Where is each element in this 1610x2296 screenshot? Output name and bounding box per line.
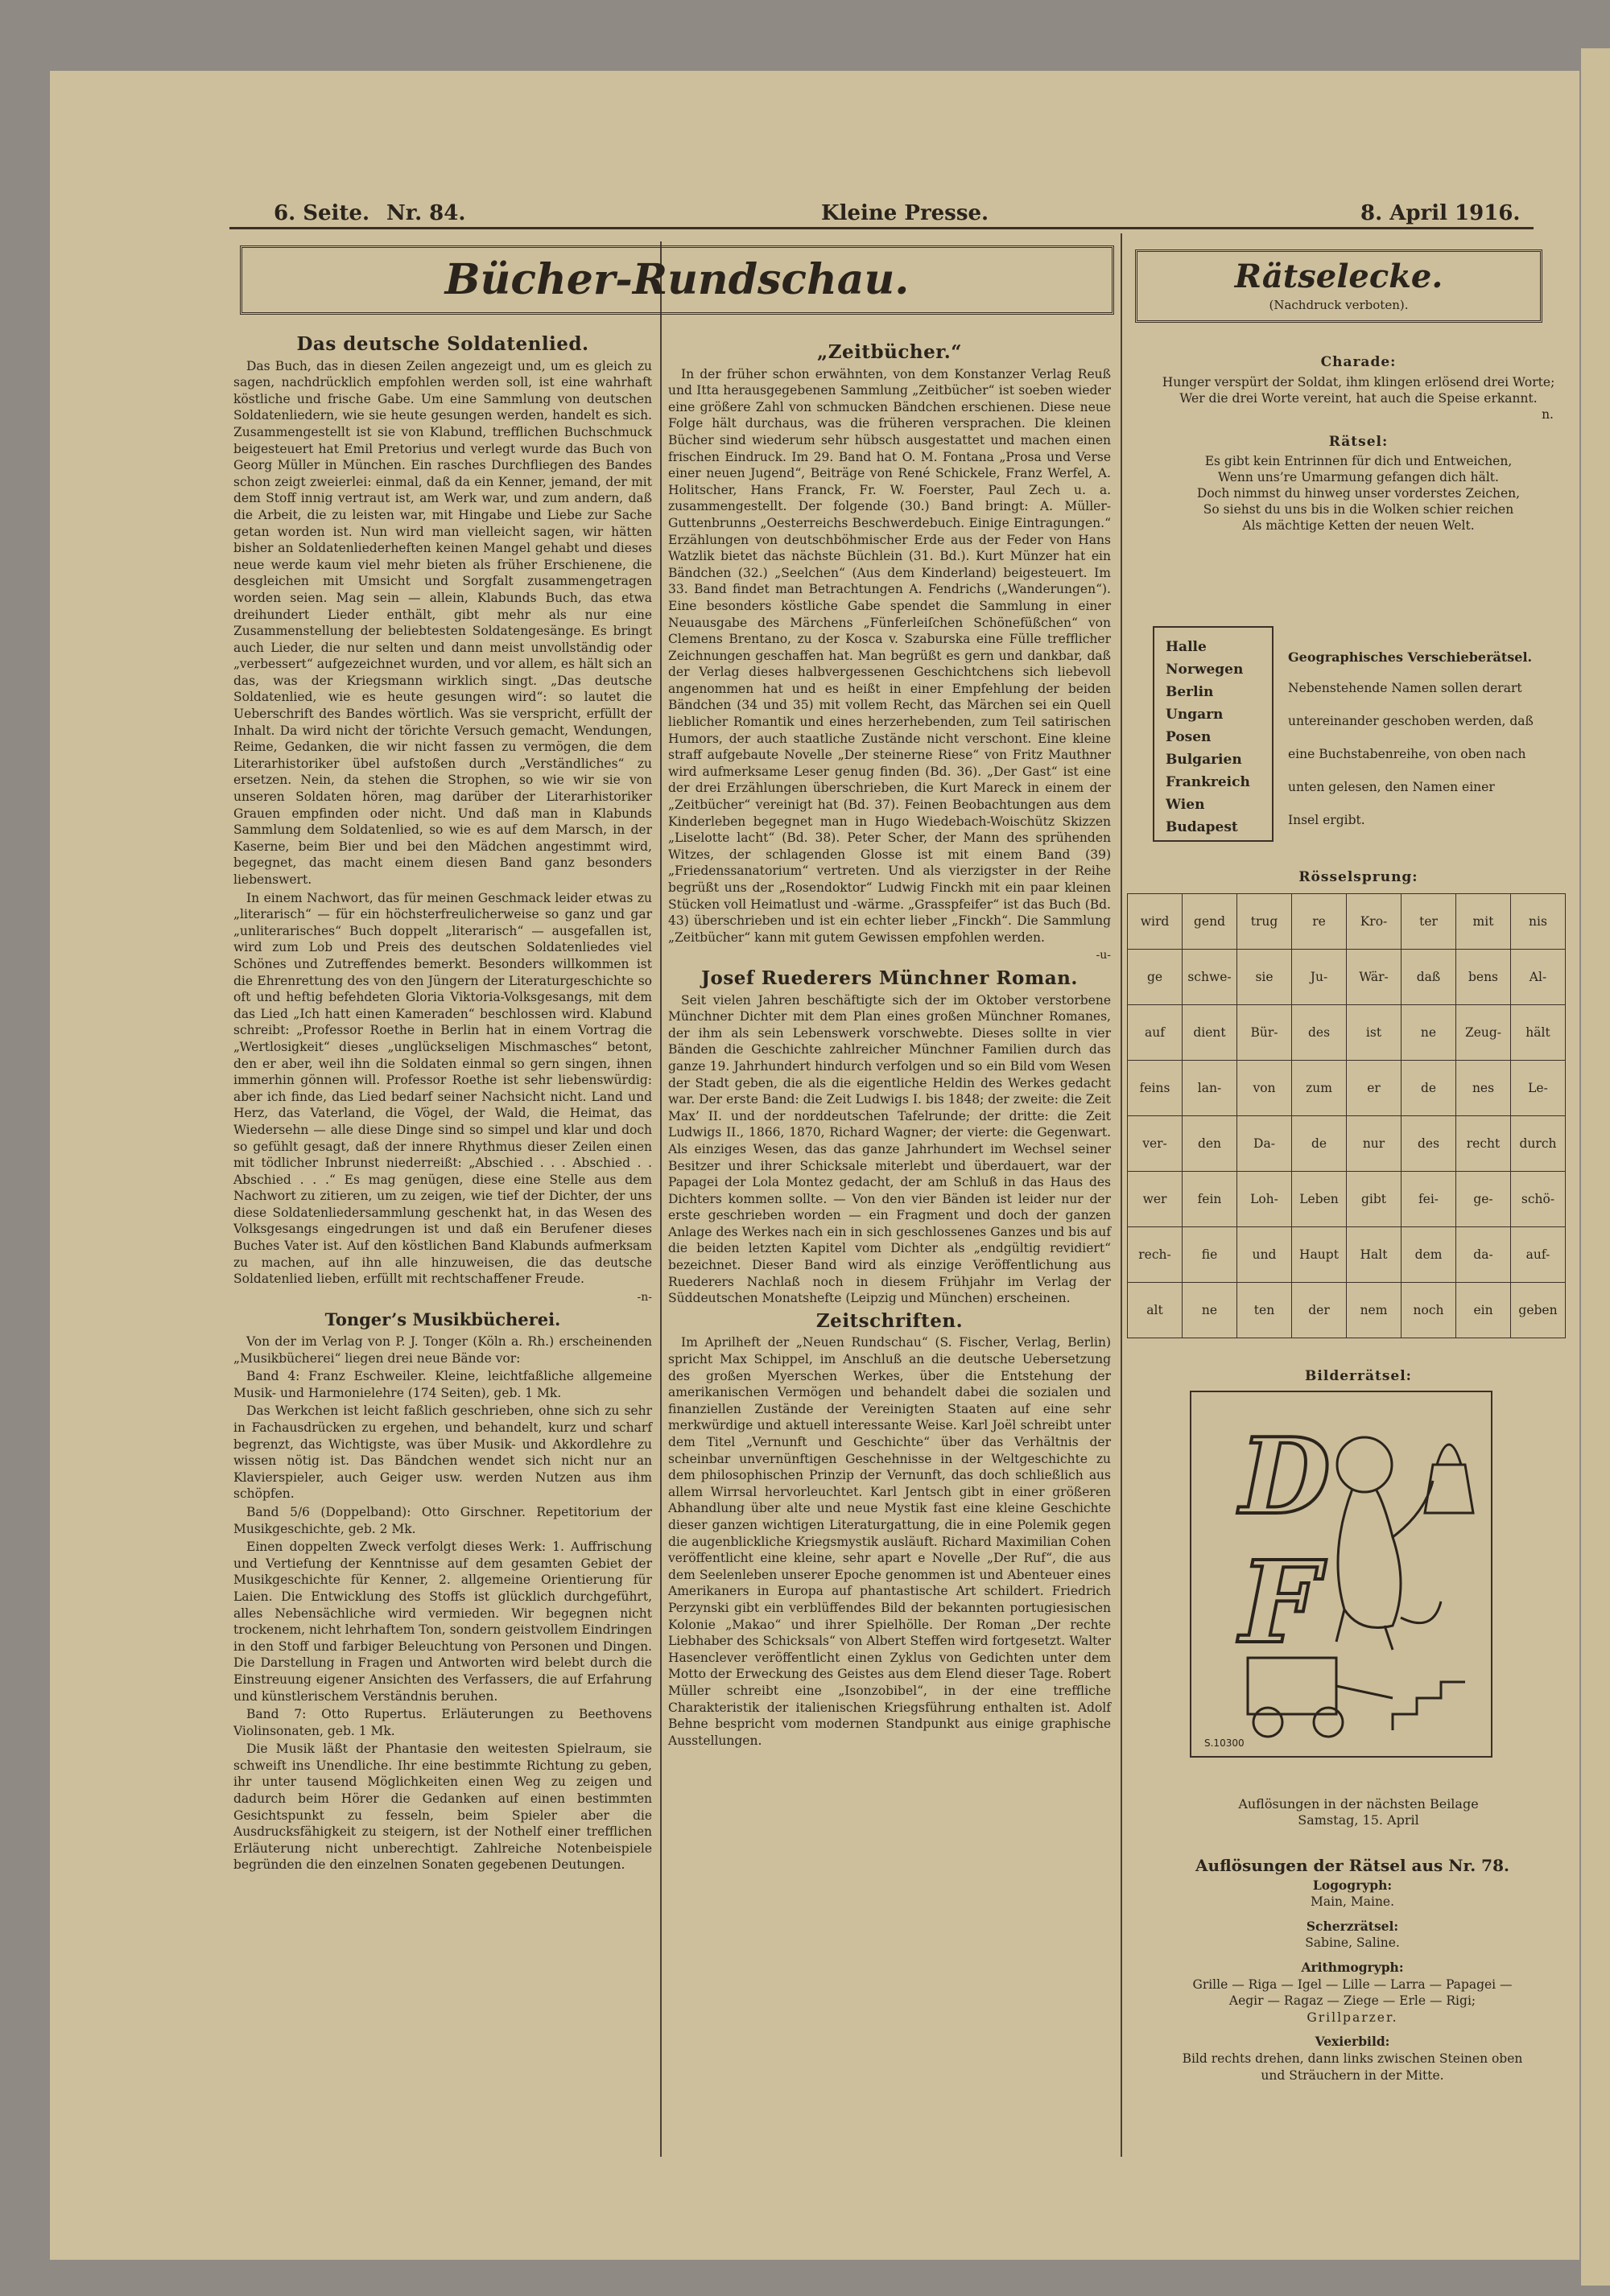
page-number-label: 6. Seite. — [274, 201, 369, 225]
grid-cell: trug — [1237, 894, 1292, 950]
raetsel-line: Doch nimmst du hinweg unser vorderstes Zeichen, — [1196, 486, 1521, 501]
grid-cell: der — [1292, 1283, 1347, 1338]
grid-cell: durch — [1511, 1116, 1566, 1172]
article-paragraph: Das Werkchen ist leicht faßlich geschrieben, ohne sich zu sehr in Fachausdrücken zu ergehen, und behandelt, kurz und scharf begrenzt, das Wichtigste, was über Musik- und Akkordlehre zu wissen nötig ist. Das Bändchen wendet sich nicht nur an Klavierspieler, auch Geiger usw. werden Nutzen aus ihm schöpfen. — [233, 1404, 652, 1502]
grid-cell: feins — [1128, 1061, 1183, 1116]
grid-cell: ne — [1402, 1005, 1456, 1061]
grid-cell: de — [1292, 1116, 1347, 1172]
grid-cell: wird — [1128, 894, 1183, 950]
grid-cell: fein — [1183, 1172, 1237, 1227]
books-section-title: Bücher-Rundschau. — [444, 255, 910, 304]
geo-line: eine Buchstabenreihe, von oben nach — [1288, 747, 1526, 761]
grid-row — [1128, 950, 1566, 1005]
charade-title: Charade: — [1320, 354, 1397, 370]
roessel-grid — [1127, 893, 1566, 1338]
grid-cell: zum — [1292, 1061, 1347, 1116]
bilder-title: Bilderrätsel: — [1305, 1368, 1412, 1384]
grid-cell: des — [1402, 1116, 1456, 1172]
arithmogryph-title: Arithmogryph: — [1301, 1959, 1404, 1975]
solutions-block — [1127, 1857, 1578, 2084]
raetsel-line: Wenn uns’re Umarmung gefangen dich hält. — [1218, 470, 1499, 485]
newspaper-name: Kleine Presse. — [821, 201, 989, 225]
letter-f-icon: F — [1240, 1537, 1320, 1669]
grid-cell: ein — [1456, 1283, 1511, 1338]
caption-line: Auflösungen in der nächsten Beilage — [1238, 1796, 1479, 1812]
article-signature: -u- — [1096, 949, 1111, 963]
grid-cell: Bür- — [1237, 1005, 1292, 1061]
arithmogryph-line: Grille — Riga — Igel — Lille — Larra — Papagei — — [1192, 1977, 1513, 1992]
solutions-title: Auflösungen der Rätsel aus Nr. 78. — [1195, 1856, 1509, 1875]
grid-cell: ten — [1237, 1283, 1292, 1338]
grid-cell: Wär- — [1347, 950, 1402, 1005]
grid-cell: Zeug- — [1456, 1005, 1511, 1061]
picture-signature: S.10300 — [1204, 1737, 1245, 1749]
grid-cell: Le- — [1511, 1061, 1566, 1116]
grid-cell: und — [1237, 1227, 1292, 1283]
caption-line: Samstag, 15. April — [1298, 1812, 1419, 1828]
grid-cell: wer — [1128, 1172, 1183, 1227]
raetsel-line: Es gibt kein Entrinnen für dich und Entweichen, — [1204, 454, 1513, 469]
grid-cell: auf- — [1511, 1227, 1566, 1283]
logogryph-answer: Main, Maine. — [1310, 1894, 1395, 1910]
grid-row — [1128, 1172, 1566, 1227]
article-paragraph: Seit vielen Jahren beschäftigte sich der im Oktober verstorbene Münchner Dichter mit dem Plan eines großen Münchner Romanes, der ihm als sein Lebenswerk vorschwebte. Dieses sollte in vier Bänden die Geschichte zahlreicher Münchner Familien durch das ganze 19. Jahrhundert hindurch verfolgen und so ein Bild vom Wesen der Stadt geben, die als die eigentliche Heldin des Werkes gedacht war. Der erste Band: die Zeit Ludwigs I. bis 1848; der zweite: die Zeit Max’ II. und der norddeutschen Tafelrunde; der dritte: die Zeit Ludwigs II., 1866, 1870, Richard Wagner; der vierte: die Gegenwart. Als einziges Wesen, das das ganze Jahrhundert im Wechsel seiner Besitzer und ihrer Schicksale miterlebt und überdauert, war der Papagei der Lola Montez gedacht, der am Schluß in das Haus des Dichters kommen sollte. — Von den vier Bänden ist leider nur der erste geschrieben worden — ein Fragment und doch der ganzen Anlage des Werkes nach ein in sich geschlossenes Ganzes und bis auf die beiden letzten Kapitel vom Dichter als „endgültig revidiert“ bezeichnet. Dieser Band wird als einzige Veröffentlichung aus Ruederers Nachlaß noch in diesem Frühjahr im Verlag der Süddeutschen Monatshefte (Leipzig und München) erscheinen. — [668, 992, 1111, 1306]
page-header — [201, 201, 1521, 225]
article-paragraph: Band 7: Otto Rupertus. Erläuterungen zu Beethovens Violinsonaten, geb. 1 Mk. — [233, 1707, 652, 1738]
article-paragraph: Band 5/6 (Doppelband): Otto Girschner. Repetitorium der Musikgeschichte, geb. 2 Mk. — [233, 1504, 652, 1536]
header-rule — [229, 227, 1534, 229]
column-divider-2 — [1121, 233, 1122, 2157]
grid-cell: gend — [1183, 894, 1237, 950]
puzzle-section-title: Rätselecke. — [1234, 258, 1443, 295]
name-item: Frankreich — [1166, 774, 1250, 790]
grid-cell: fie — [1183, 1227, 1237, 1283]
name-item: Norwegen — [1166, 662, 1244, 678]
grid-cell: lan- — [1183, 1061, 1237, 1116]
grid-row — [1128, 1005, 1566, 1061]
grid-cell: Da- — [1237, 1116, 1292, 1172]
name-item: Posen — [1166, 729, 1212, 745]
article-signature: -n- — [637, 1290, 652, 1304]
grid-cell: des — [1292, 1005, 1347, 1061]
grid-row — [1128, 894, 1566, 950]
article-title-tonger: Tonger’s Musikbücherei. — [324, 1309, 561, 1330]
issue-date: 8. April 1916. — [1360, 201, 1521, 225]
bilder-caption — [1139, 1796, 1578, 1828]
article-paragraph: Das Buch, das in diesen Zeilen angezeigt und, um es gleich zu sagen, nachdrücklich empfohlen werden soll, ist eine wahrhaft köstliche und frische Gabe. Um eine Sammlung von deutschen Soldatenliedern, wie sie heute gesungen werden, handelt es sich. Zusammengestellt ist sie von Klabund, trefflichen Buchschmuck beigesteuert hat Emil Pretorius und verlegt wurde das Buch von Georg Müller in München. Ein rasches Durchfliegen des Bandes schon zeigt zweierlei: einmal, daß da ein Kenner, jemand, der mit dem Stoff innig vertraut ist, am Werk war, und zum andern, daß die Arbeit, die zu leisten war, mit Hingabe und Liebe zur Sache getan worden ist. Nun wird man vielleicht sagen, wir hätten bisher an Soldatenliederheften keinen Mangel gehabt und dieses neue werde kaum viel mehr bieten als früher Erschienene, die desgleichen mit Umsicht und Sorgfalt zusammengetragen worden seien. Mag sein — allein, Klabunds Buch, das etwa dreihundert Lieder enthält, gibt mehr als nur eine Zusammenstellung der beliebtesten Soldatengesänge. Es bringt auch Lieder, die nur selten und dann meist unvollständig oder „verbessert“ aufgezeichnet wurden, und vor allem, es hält sich an das, was der Kriegsmann wirklich singt. „Das deutsche Soldatenlied, wie es heute gesungen wird“: so lautet die Ueberschrift des Bandes wörtlich. Was sie verspricht, erfüllt der Inhalt. Da wird nicht der törichte Versuch gemacht, Wendungen, Reime, Gedanken, die wir nicht fassen zu vermögen, die dem Literarhistoriker übel aufstoßen durch „Verständliches“ zu ersetzen. Nein, da stehen die Strophen, so wie wir sie von unseren Soldaten hören, mag darüber der Literarhistoriker Grauen empfinden oder nicht. Und daß man in Klabunds Sammlung dem Soldatenlied, so wie es auf dem Marsch, in der Kaserne, beim Bier und bei den Mädchen angestimmt wird, begegnet, das macht einem diesen Band ganz besonders liebenswert. — [233, 358, 652, 887]
picture-puzzle-drawing — [1191, 1392, 1491, 1756]
grid-cell: Leben — [1292, 1172, 1347, 1227]
article-paragraph: In einem Nachwort, das für meinen Geschmack leider etwas zu „literarisch“ — für ein höchsterfreulicherweise so ganz und gar „unliterarisches“ Buch doppelt „literarisch“ — ausgefallen ist, wird zum Lob und Preis des deutschen Soldatenliedes viel Schönes und Zutreffendes bemerkt. Besonders willkommen ist die Ehrenrettung des von den Jüngern der Literaturgeschichte so oft und heftig befehdeten Gloria Viktoria-Volksgesangs, mit dem das Lied „Ich hatt einen Kameraden“ beschlossen wird. Klabund schreibt: „Professor Roethe in Berlin hat in einem Vortrag die „Wertlosigkeit“ dieses „unglückseligen Mischmasches“ betont, den er aber, weil ihn die Soldaten einmal so gern singen, ihnen immerhin gönnen will. Professor Roethe ist sehr liebenswürdig: aber ich finde, das Lied bedarf seiner Nachsicht nicht. Land und Herz, das Vaterland, die Vögel, der Wald, die Heimat, das Wiedersehn — alle diese Dinge sind so simpel und klar und doch so gefühlt gesagt, daß der innere Rhythmus dieser Zeilen einen mit tödlicher Inbrunst niederreißt: „Abschied . . . Abschied . . Abschied . . .“ Es mag genügen, diese eine Stelle aus dem Nachwort zu zitieren, um zu zeigen, wie tief der Dichter, der uns diese Soldatenliedersammlung geschenkt hat, in das Wesen des Volksgesangs eingedrungen ist und daß ein Berufener dieses Buches Vater ist. Auf den köstlichen Band Klabunds aufmerksam zu machen, auf ihn alle hinzuweisen, die das deutsche Soldatenlied lieben, erfüllt mit rechtschaffener Freude. — [233, 890, 652, 1287]
article-paragraph: In der früher schon erwähnten, von dem Konstanzer Verlag Reuß und Itta herausgegebenen Sammlung „Zeitbücher“ ist soeben wieder eine größere Zahl von schmucken Bändchen erschienen. Diese neue Folge hält durchaus, was die früheren versprachen. Die kleinen Bücher sind wiederum sehr hübsch ausgestattet und machen einen frischen Eindruck. Im 29. Band hat O. M. Fontana „Prosa und Verse einer neuen Jugend“, Beiträge von René Schickele, Franz Werfel, A. Holitscher, Hans Franck, Fr. W. Foerster, Paul Zech u. a. zusammengestellt. Der folgende (30.) Band bringt: A. Müller-Guttenbrunns „Oesterreichs Beschwerdebuch. Einige Eintragungen.“ Erzählungen von deutschböhmischer Erde aus der Feder von Hans Watzlik bietet das nächste Büchlein (31. Bd.). Kurt Münzer hat ein Bändchen (32.) „Seelchen“ (Aus dem Kinderland) beigesteuert. Im 33. Band findet man Betrachtungen A. Fendrichs („Wanderungen“). Eine besonders köstliche Gabe spendet die Sammlung in einer Neuausgabe des Märchens „Fünferleiſchen Schönefüßchen“ von Clemens Brentano, zu der Kosca v. Szaburska eine Fülle trefflicher Zeichnungen geschaffen hat. Man begrüßt es gern und dankbar, daß der Verlag dieses halbvergessenen Geschichtchens sich liebevoll angenommen hat und es heißt in einer Empfehlung der beiden Bändchen (34 und 35) mit vollem Recht, das Märchen sei ein Quell lieblicher Romantik und eines herzerhebenden, zum Teil satirischen Humors, der auch staatliche Zustände nicht verschont. Eine kleine straff aufgebaute Novelle „Der steinerne Riese“ von Fritz Mauthner wird aufmerksame Leser genug finden (Bd. 36). „Der Gast“ ist eine der drei Erzählungen überschrieben, die Kurt Mareck in einem der „Zeitbücher“ vereinigt hat (Bd. 37). Feinen Beobachtungen aus dem Kinderleben begegnet man in Hugo Wiedebach-Woischütz Skizzen „Liselotte lacht“ (Bd. 38). Peter Scher, der Mann des sprühenden Witzes, der schlagenden Glosse ist mit einem Band (39) „Friedenssanatorium“ vertreten. Und als vierzigster in der Reihe begrüßt uns der „Rosendoktor“ Ludwig Finckh mit ein paar kleinen Stücken voll Heimatlust und -wärme. „Grasspfeifer“ ist das Buch (Bd. 43) überschrieben und ist ein echter lieber „Finckh“. Die Sammlung „Zeitbücher“ kann mit gutem Gewissen empfohlen werden. — [668, 366, 1111, 945]
geo-puzzle — [1288, 648, 1562, 837]
article-paragraph: Im Aprilheft der „Neuen Rundschau“ (S. Fischer, Verlag, Berlin) spricht Max Schippel, im Anschluß an die deutsche Uebersetzung des großen Myerschen Werkes, über die Entstehung der amerikanischen Vermögen und behandelt dabei die sozialen und finanziellen Zustände der Vereinigten Staaten auf eine sehr merkwürdige und aktuell interessante Weise. Karl Joël schreibt unter dem Titel „Vernunft und Geschichte“ über das Verhältnis der scheinbar unvernünftigen Geschehnisse in der Weltgeschichte zu dem philosophischen Prinzip der Vernunft, das doch schließlich aus allem Wirrsal hervorleuchtet. Karl Jentsch gibt in einer größeren Abhandlung über alte und neue Mystik fast eine kleine Geschichte dieser ganzen wichtigen Literaturgattung, die in eine Polemik gegen die augenblickliche Kriegsmystik ausläuft. Richard Maximilian Cohen veröffentlicht eine kleine, sehr apart e Novelle „Der Ruf“, die aus dem Seelenleben unserer Epoche genommen ist und Abenteuer eines Amerikaners in Europa auf phantastische Art schildert. Friedrich Perzynski gibt ein verblüffendes Bild der bekannten portugiesischen Kolonie „Makao“ und ihrer Spielhölle. Der Roman „Der rechte Liebhaber des Schicksals“ von Albert Steffen wird fortgesetzt. Walter Hasenclever veröffentlicht einen Zyklus von Gedichten unter dem Motto der Erweckung des Geistes aus dem Elend dieser Tage. Robert Müller schreibt eine „Isonzobibel“, in der eine treffliche Charakteristik der italienischen Kriegsführung enthalten ist. Adolf Behne bespricht vom modernen Standpunkt aus einige graphische Ausstellungen. — [668, 1335, 1111, 1748]
charade-line: Hunger verspürt der Soldat, ihm klingen erlösend drei Worte; — [1162, 374, 1555, 390]
grid-cell: Ju- — [1292, 950, 1347, 1005]
grid-cell: Kro- — [1347, 894, 1402, 950]
grid-cell: bens — [1456, 950, 1511, 1005]
grid-cell: mit — [1456, 894, 1511, 950]
grid-cell: nis — [1511, 894, 1566, 950]
grid-cell: dem — [1402, 1227, 1456, 1283]
raetsel-line: So siehst du uns bis in die Wolken schier reichen — [1203, 502, 1514, 517]
raetsel-line: Als mächtige Ketten der neuen Welt. — [1242, 518, 1475, 534]
charade-signature: n. — [1542, 406, 1554, 422]
grid-cell: von — [1237, 1061, 1292, 1116]
geo-puzzle-title: Geographisches Verschieberätsel. — [1288, 649, 1533, 665]
column-divider-1 — [660, 241, 662, 2157]
names-box — [1153, 626, 1274, 842]
grid-cell: Haupt — [1292, 1227, 1347, 1283]
puzzle-section-banner — [1135, 249, 1542, 323]
books-column-2 — [668, 338, 1111, 1750]
article-title-soldatenlied: Das deutsche Soldatenlied. — [296, 333, 589, 355]
article-paragraph: Von der im Verlag von P. J. Tonger (Köln a. Rh.) erscheinenden „Musikbücherei“ liegen drei neue Bände vor: — [233, 1334, 652, 1366]
grid-cell: da- — [1456, 1227, 1511, 1283]
grid-cell: nur — [1347, 1116, 1402, 1172]
grid-cell: re — [1292, 894, 1347, 950]
grid-cell: ge — [1128, 950, 1183, 1005]
letter-d-icon: D — [1240, 1415, 1331, 1538]
grid-cell: Al- — [1511, 950, 1566, 1005]
grid-cell: hält — [1511, 1005, 1566, 1061]
grid-cell: auf — [1128, 1005, 1183, 1061]
name-item: Wien — [1166, 797, 1205, 813]
name-item: Berlin — [1166, 684, 1214, 700]
vexierbild-title: Vexierbild: — [1315, 2034, 1390, 2050]
geo-line: Insel ergibt. — [1288, 813, 1365, 827]
article-paragraph: Band 4: Franz Eschweiler. Kleine, leichtfaßliche allgemeine Musik- und Harmonielehre (174 Seiten), geb. 1 Mk. — [233, 1369, 652, 1400]
arithmogryph-line: Grillparzer. — [1307, 2010, 1398, 2025]
raetsel-title: Rätsel: — [1328, 433, 1389, 450]
grid-cell: ist — [1347, 1005, 1402, 1061]
grid-cell: alt — [1128, 1283, 1183, 1338]
grid-cell: Loh- — [1237, 1172, 1292, 1227]
grid-cell: recht — [1456, 1116, 1511, 1172]
charade-block — [1139, 346, 1578, 534]
scherzraetsel-answer: Sabine, Saline. — [1305, 1935, 1400, 1951]
roessel-title: Rösselsprung: — [1298, 869, 1418, 885]
grid-cell: ge- — [1456, 1172, 1511, 1227]
article-title-zeitschriften: Zeitschriften. — [815, 1309, 964, 1332]
grid-cell: Halt — [1347, 1227, 1402, 1283]
books-column-1 — [233, 330, 652, 1875]
vexierbild-answer: Bild rechts drehen, dann links zwischen Steinen oben — [1182, 2051, 1523, 2066]
name-item: Bulgarien — [1166, 752, 1242, 768]
grid-cell: daß — [1402, 950, 1456, 1005]
logogryph-title: Logogryph: — [1312, 1877, 1393, 1893]
geo-line: Nebenstehende Namen sollen derart — [1288, 681, 1522, 695]
grid-cell: gibt — [1347, 1172, 1402, 1227]
grid-cell: nem — [1347, 1283, 1402, 1338]
grid-cell: rech- — [1128, 1227, 1183, 1283]
grid-cell: schö- — [1511, 1172, 1566, 1227]
books-section-banner — [240, 245, 1114, 315]
grid-cell: nes — [1456, 1061, 1511, 1116]
geo-line: untereinander geschoben werden, daß — [1288, 714, 1534, 728]
name-item: Budapest — [1166, 819, 1238, 835]
grid-cell: den — [1183, 1116, 1237, 1172]
adjacent-page-edge — [1581, 48, 1610, 2286]
grid-cell: ne — [1183, 1283, 1237, 1338]
grid-cell: er — [1347, 1061, 1402, 1116]
name-item: Ungarn — [1166, 707, 1224, 723]
grid-cell: ver- — [1128, 1116, 1183, 1172]
charade-line: Wer die drei Worte vereint, hat auch die Speise erkannt. — [1179, 390, 1538, 406]
grid-row — [1128, 1061, 1566, 1116]
grid-cell: ter — [1402, 894, 1456, 950]
name-item: Halle — [1166, 639, 1207, 655]
issue-number: Nr. 84. — [386, 201, 466, 225]
vexierbild-answer: und Sträuchern in der Mitte. — [1261, 2067, 1444, 2083]
article-paragraph: Einen doppelten Zweck verfolgt dieses Werk: 1. Auffrischung und Vertiefung der Kenntnisse auf dem gesamten Gebiet der Musikgeschichte für Kenner, 2. allgemeine Orientierung für Laien. Die Entwicklung des Stoffs ist glücklich durchgeführt, alles Nebensächliche wird vermieden. Wir begegnen nicht trockenem, nicht lehrhaftem Ton, sondern geistvollem Eindringen in den Stoff und farbiger Beleuchtung von Personen und Dingen. Die Darstellung in Fragen und Antworten wird belebt durch die Einstreuung eigener Ansichten des Verfassers, die auf Erfahrung und künstlerischem Verständnis beruhen. — [233, 1540, 652, 1704]
grid-row — [1128, 1116, 1566, 1172]
grid-row — [1128, 1283, 1566, 1338]
geo-line: unten gelesen, den Namen einer — [1288, 780, 1495, 794]
grid-cell: schwe- — [1183, 950, 1237, 1005]
grid-cell: sie — [1237, 950, 1292, 1005]
reprint-notice: (Nachdruck verboten). — [1269, 298, 1409, 312]
grid-cell: de — [1402, 1061, 1456, 1116]
grid-cell: noch — [1402, 1283, 1456, 1338]
article-title-ruederer: Josef Ruederers Münchner Roman. — [701, 967, 1078, 989]
arithmogryph-line: Aegir — Ragaz — Ziege — Erle — Rigi; — [1228, 1993, 1476, 2009]
bilder-raetsel-image — [1190, 1391, 1492, 1758]
scherzraetsel-title: Scherzrätsel: — [1306, 1918, 1399, 1934]
grid-cell: geben — [1511, 1283, 1566, 1338]
article-title-zeitbuecher: „Zeitbücher.“ — [817, 341, 962, 363]
grid-row — [1128, 1227, 1566, 1283]
grid-cell: fei- — [1402, 1172, 1456, 1227]
article-paragraph: Die Musik läßt der Phantasie den weitesten Spielraum, sie schweift ins Unendliche. Ihr eine bestimmte Richtung zu geben, ihr unter tausend Möglichkeiten einen Weg zu zeigen und dadurch beim Hörer die Gedanken auf einen bestimmten Gesichtspunkt zu fesseln, beim Spieler aber die Ausdrucksfähigkeit zu steigern, ist der Nothelf einer trefflichen Erläuterung nicht unberechtigt. Zahlreiche Notenbeispiele begründen die den einzelnen Sonaten gegebenen Deutungen. — [233, 1742, 652, 1873]
grid-cell: dient — [1183, 1005, 1237, 1061]
